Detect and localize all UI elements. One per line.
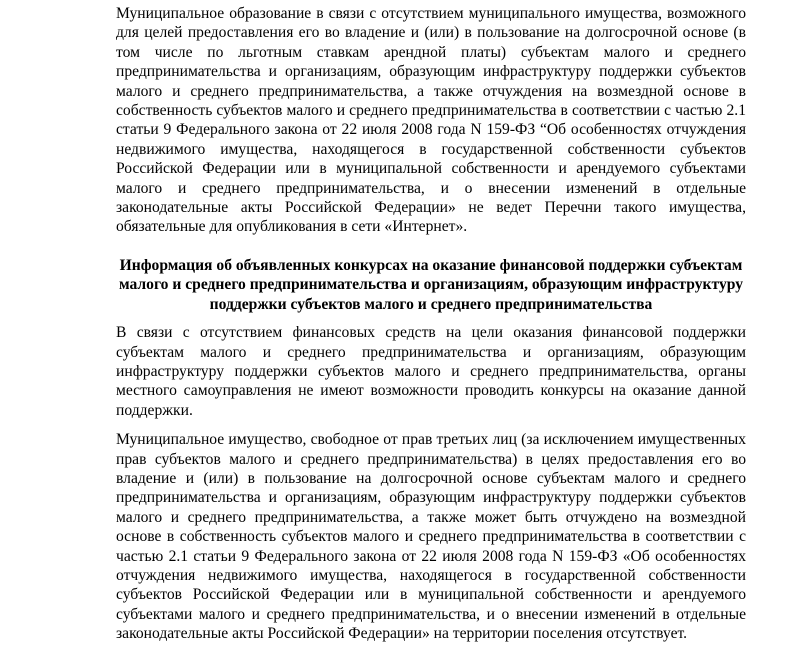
paragraph-no-property-list: Муниципальное образование в связи с отсутствием муниципального имущества, возможного для целей предоставления его во владение и (или) в пользование на долгосрочной основе (в том числе по льготным ставкам арендной платы) субъектам малого и среднего предпринимательства и организациям, образующим инфраструктуру поддержки субъектов малого и среднего предпринимательства, а также отчуждения на возмездной основе в собственность субъектов малого и среднего предпринимательства в соответствии с частью 2.1 статьи 9 Федерального закона от 22 июля 2008 года N 159-ФЗ “Об особенностях отчуждения недвижимого имущества, находящегося в государственной собственности субъектов Российской Федерации или в муниципальной собственности и арендуемого субъектами малого и среднего предпринимательства, и о внесении изменений в отдельные законодательные акты Российской Федерации» не ведет Перечни такого имущества, обязательные для опубликования в сети «Интернет». bbox=[116, 5, 746, 236]
section-heading-competitions: Информация об объявленных конкурсах на оказание финансовой поддержки субъектам малого и среднего предпринимательства и организациям, образующим инфраструктуру поддержки субъектов малого и среднего предпринимательства bbox=[118, 256, 744, 313]
paragraph-no-free-property: Муниципальное имущество, свободное от прав третьих лиц (за исключением имущественных прав субъектов малого и среднего предпринимательства) в целях предоставления его во владение и (или) в пользование на долгосрочной основе субъектам малого и среднего предпринимательства и организациям, образующим инфраструктуру поддержки субъектов малого и среднего предпринимательства, а также может быть отчуждено на возмездной основе в собственность субъектов малого и среднего предпринимательства в соответствии с частью 2.1 статьи 9 Федерального закона от 22 июля 2008 года N 159-ФЗ «Об особенностях отчуждения недвижимого имущества, находящегося в государственной собственности субъектов Российской Федерации или в муниципальной собственности и арендуемого субъектами малого и среднего предпринимательства, и о внесении изменений в отдельные законодательные акты Российской Федерации» на территории поселения отсутствует. bbox=[116, 431, 746, 643]
paragraph-no-financial-support: В связи с отсутствием финансовых средств на цели оказания финансовой поддержки субъектам малого и среднего предпринимательства и организациям, образующим инфраструктуру поддержки субъектов малого и среднего предпринимательства, органы местного самоуправления не имеют возможности проводить конкурсы на оказание данной поддержки. bbox=[116, 324, 746, 419]
document-page bbox=[116, 4, 746, 644]
